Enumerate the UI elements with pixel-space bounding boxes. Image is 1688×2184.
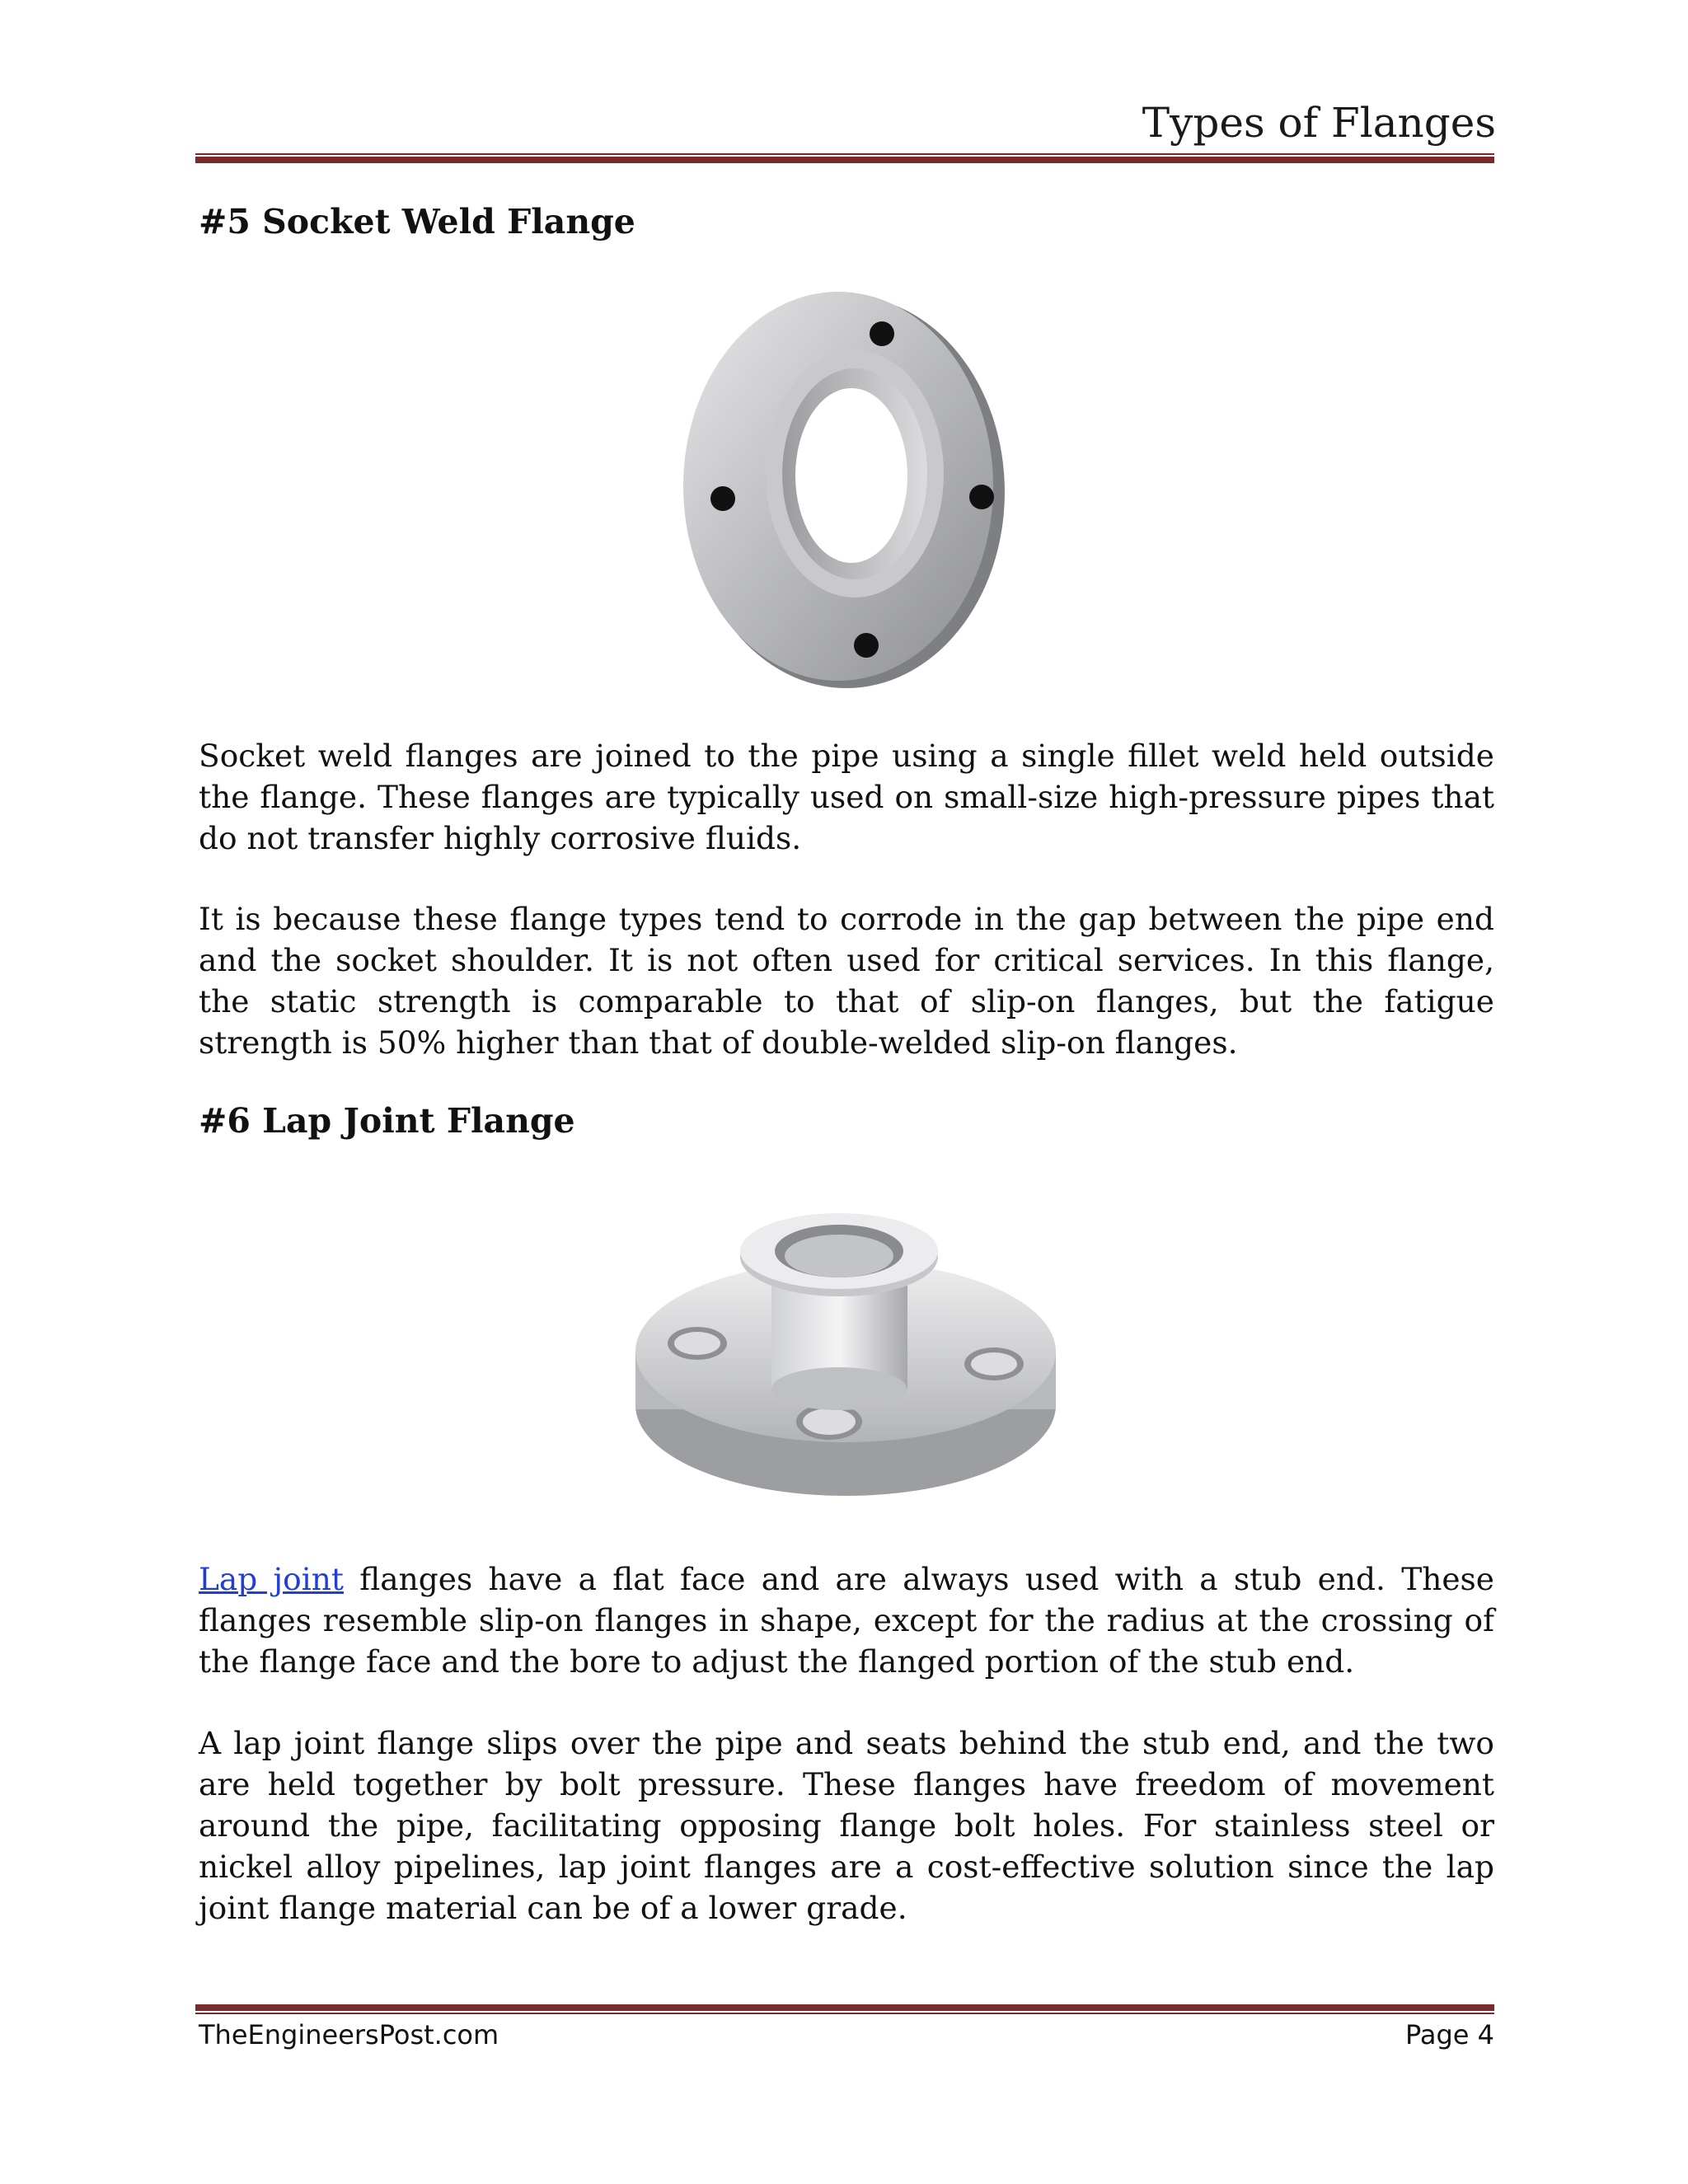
header-rule — [195, 153, 1494, 163]
socket-weld-paragraph-1: Socket weld flanges are joined to the pipe using a single fillet weld held outside the flange. These flanges are typically used on small-size high-pressure pipes that do not transfer highly corrosive fluids. — [199, 738, 1494, 856]
socket-weld-flange-image — [672, 284, 1018, 696]
socket-weld-heading: #5 Socket Weld Flange — [199, 202, 635, 241]
lap-joint-paragraph-1 — [199, 1558, 1494, 1682]
socket-weld-paragraph-2: It is because these flange types tend to corrode in the gap between the pipe end and the socket shoulder. It is not often used for critical services. In this flange, the static strength is comparable to that of slip-on flanges, but the fatigue strength is 50% higher than that of double-welded slip-on flanges. — [199, 901, 1494, 1061]
lap-joint-paragraph-2: A lap joint flange slips over the pipe and seats behind the stub end, and the two are held together by bolt pressure. These flanges have freedom of movement around the pipe, facilitating opposing flange bolt holes. For stainless steel or nickel alloy pipelines, lap joint flanges are a cost-effective solution since the lap joint flange material can be of a lower grade. — [199, 1725, 1494, 1926]
footer-page-number: Page 4 — [1405, 2019, 1494, 2050]
header-title: Types of Flanges — [1142, 99, 1496, 147]
lap-joint-heading: #6 Lap Joint Flange — [199, 1101, 575, 1141]
lap-joint-flange-image — [631, 1187, 1060, 1525]
lap-joint-paragraph-1-text: flanges have a flat face and are always used with a stub end. These flanges resemble slip-on flanges in shape, except for the radius at the crossing of the flange face and the bore to adjust the flanged portion of the stub end. — [199, 1561, 1494, 1680]
footer-site: TheEngineersPost.com — [199, 2019, 499, 2050]
footer-rule — [195, 2004, 1494, 2014]
lap-joint-link[interactable]: Lap joint — [199, 1561, 344, 1597]
